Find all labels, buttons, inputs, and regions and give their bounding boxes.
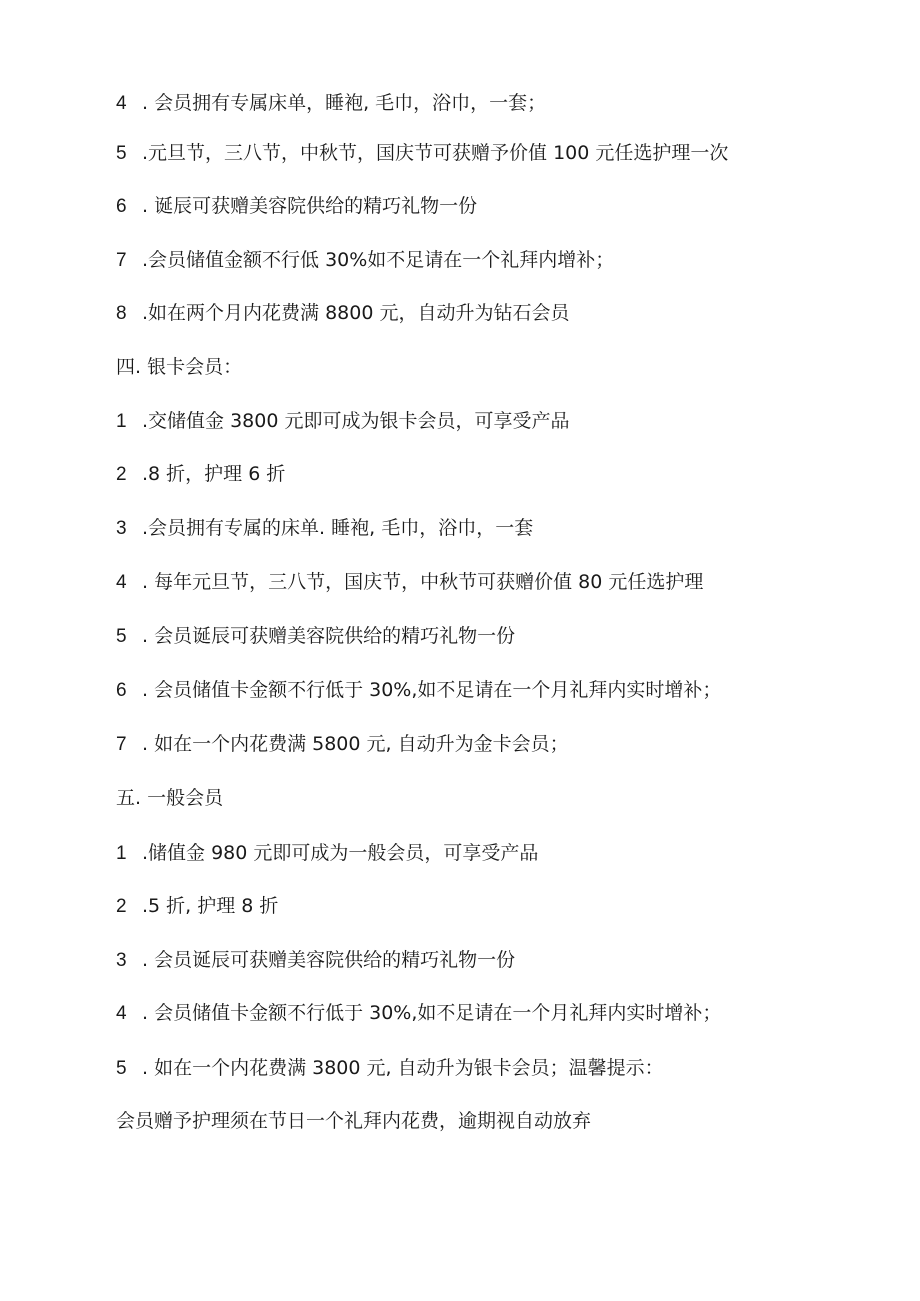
list-item xyxy=(116,298,896,328)
list-item xyxy=(116,88,896,118)
item-text: .会员储值金额不行低 30%如不足请在一个礼拜内增补； xyxy=(142,249,615,271)
item-number: 1 xyxy=(116,411,127,432)
item-text: .元旦节，三八节，中秋节，国庆节可获赠予价值 100 元任选护理一次 xyxy=(142,142,729,164)
item-text: . 会员拥有专属床单，睡袍, 毛巾，浴巾，一套； xyxy=(142,92,547,114)
item-text: . 如在一个内花费满 5800 元, 自动升为金卡会员； xyxy=(142,733,569,755)
paragraph xyxy=(116,1106,896,1136)
section-heading xyxy=(116,352,896,382)
item-number: 3 xyxy=(116,518,127,539)
item-number: 5 xyxy=(116,143,127,164)
item-text: . 诞辰可获赠美容院供给的精巧礼物一份 xyxy=(142,195,478,217)
item-text: . 会员储值卡金额不行低于 30%,如不足请在一个月礼拜内实时增补； xyxy=(142,679,722,701)
item-number: 3 xyxy=(116,950,127,971)
list-item xyxy=(116,945,896,975)
list-item xyxy=(116,891,896,921)
item-number: 6 xyxy=(116,680,127,701)
paragraph-text: 会员赠予护理须在节日一个礼拜内花费，逾期视自动放弃 xyxy=(116,1110,592,1132)
list-item xyxy=(116,191,896,221)
list-item xyxy=(116,1053,896,1083)
section-heading xyxy=(116,783,896,813)
item-number: 2 xyxy=(116,896,127,917)
item-number: 4 xyxy=(116,1003,127,1024)
item-text: . 会员诞辰可获赠美容院供给的精巧礼物一份 xyxy=(142,625,516,647)
item-number: 2 xyxy=(116,464,127,485)
list-item xyxy=(116,621,896,651)
item-text: .储值金 980 元即可成为一般会员，可享受产品 xyxy=(142,842,539,864)
list-item xyxy=(116,513,896,543)
list-item xyxy=(116,406,896,436)
list-item xyxy=(116,729,896,759)
item-text: .如在两个月内花费满 8800 元，自动升为钻石会员 xyxy=(142,302,570,324)
item-number: 7 xyxy=(116,734,127,755)
item-number: 6 xyxy=(116,196,127,217)
list-item xyxy=(116,245,896,275)
item-text: .交储值金 3800 元即可成为银卡会员，可享受产品 xyxy=(142,410,570,432)
item-text: .5 折, 护理 8 折 xyxy=(142,895,279,917)
item-number: 4 xyxy=(116,572,127,593)
item-number: 1 xyxy=(116,843,127,864)
item-text: . 每年元旦节，三八节，国庆节，中秋节可获赠价值 80 元任选护理 xyxy=(142,571,704,593)
item-text: . 如在一个内花费满 3800 元, 自动升为银卡会员；温馨提示： xyxy=(142,1057,664,1079)
item-number: 5 xyxy=(116,626,127,647)
list-item xyxy=(116,838,896,868)
heading-text: 五. 一般会员 xyxy=(116,787,224,809)
item-number: 8 xyxy=(116,303,127,324)
heading-text: 四. 银卡会员： xyxy=(116,356,243,378)
item-text: .8 折，护理 6 折 xyxy=(142,463,286,485)
item-text: . 会员诞辰可获赠美容院供给的精巧礼物一份 xyxy=(142,949,516,971)
item-text: .会员拥有专属的床单. 睡袍, 毛巾，浴巾，一套 xyxy=(142,517,534,539)
list-item xyxy=(116,138,896,168)
item-number: 7 xyxy=(116,250,127,271)
item-number: 5 xyxy=(116,1058,127,1079)
item-number: 4 xyxy=(116,93,127,114)
list-item xyxy=(116,675,896,705)
list-item xyxy=(116,567,896,597)
list-item xyxy=(116,998,896,1028)
item-text: . 会员储值卡金额不行低于 30%,如不足请在一个月礼拜内实时增补； xyxy=(142,1002,722,1024)
list-item xyxy=(116,459,896,489)
